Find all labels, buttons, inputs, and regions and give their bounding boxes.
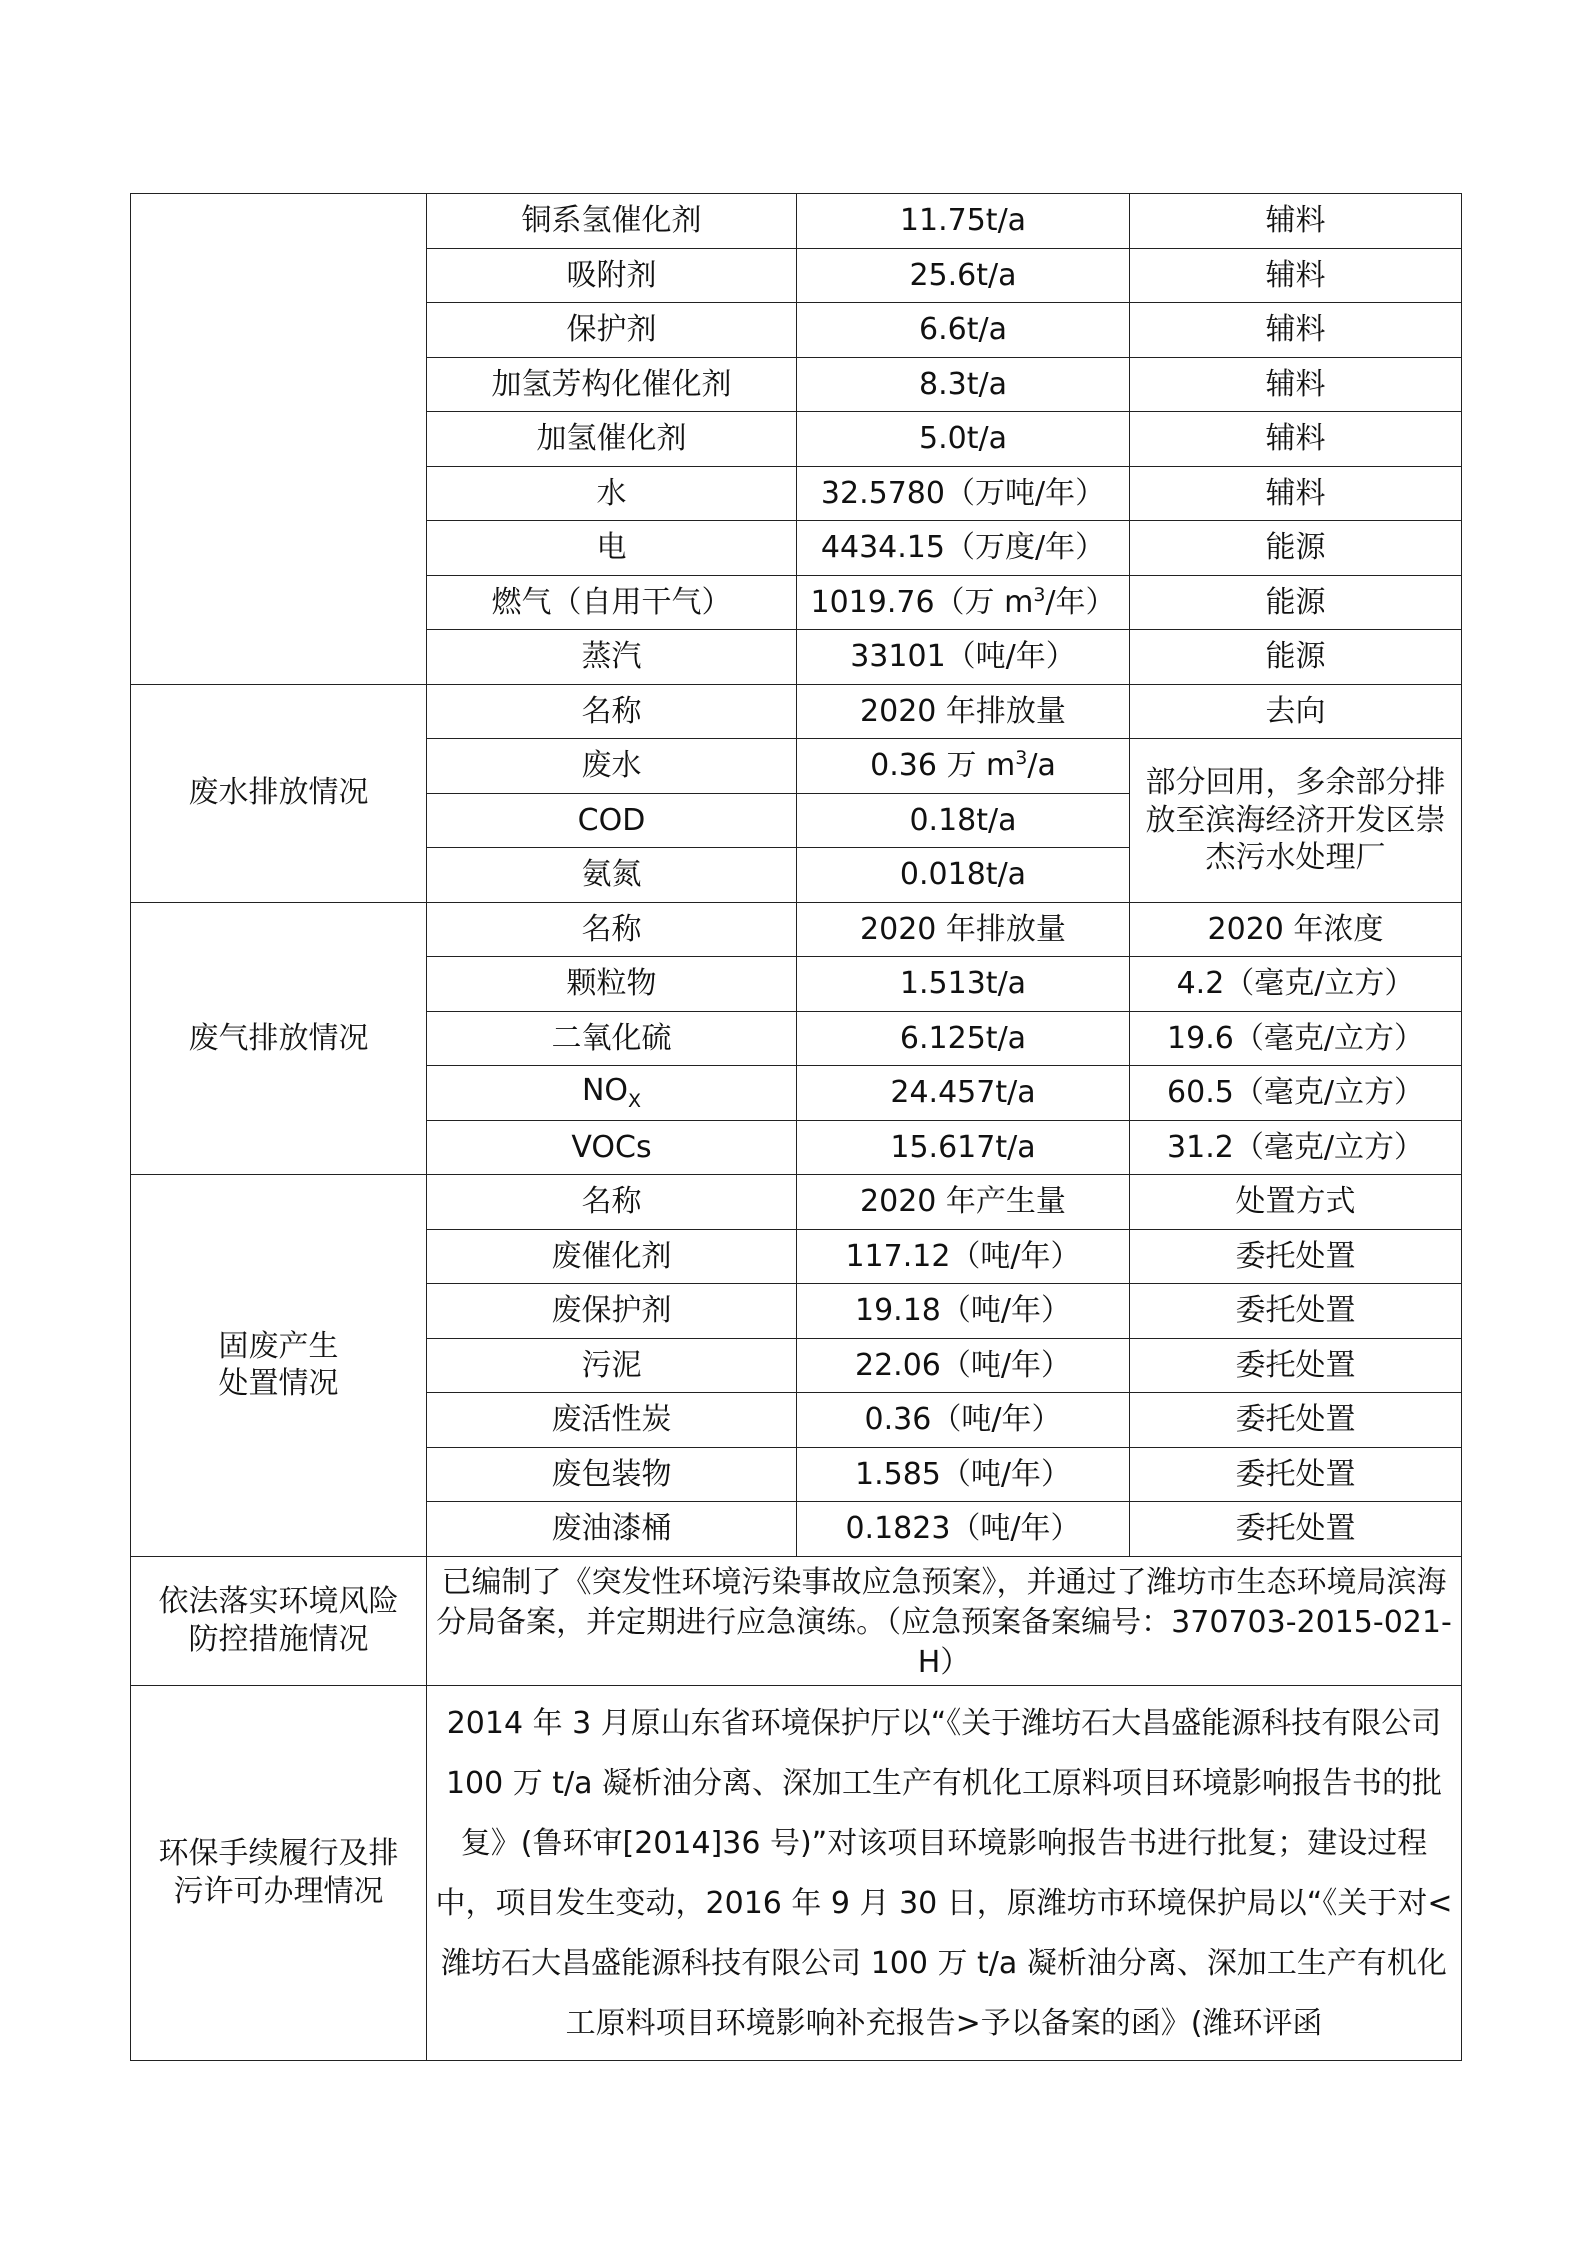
table-row [131,684,1462,739]
material-type: 辅料 [1130,303,1462,358]
header-method: 处置方式 [1130,1175,1462,1230]
exhaust-amount: 6.125t/a [797,1011,1130,1066]
table-row [131,1685,1462,2060]
header-amount: 2020 年排放量 [797,684,1130,739]
header-name: 名称 [427,1175,797,1230]
material-amount: 4434.15（万度/年） [797,521,1130,576]
permit-category: 环保手续履行及排 污许可办理情况 [131,1685,427,2060]
table-row [131,1556,1462,1685]
table-row [131,1175,1462,1230]
environmental-info-table [130,193,1462,2061]
waste-name: 废催化剂 [427,1229,797,1284]
waste-amount: 1.585（吨/年） [797,1447,1130,1502]
material-amount: 6.6t/a [797,303,1130,358]
material-name: 铜系氢催化剂 [427,194,797,249]
exhaust-name: 颗粒物 [427,957,797,1012]
waste-method: 委托处置 [1130,1284,1462,1339]
permit-description: 2014 年 3 月原山东省环境保护厅以“《关于潍坊石大昌盛能源科技有限公司 100 万 t/a 凝析油分离、深加工生产有机化工原料项目环境影响报告书的批复》(鲁环审[2014]36 号)”对该项目环境影响报告书进行批复；建设过程中，项目发生变动，2016 年 9 月 30 日，原潍坊市环境保护局以“《关于对<潍坊石大昌盛能源科技有限公司 100 万 t/a 凝析油分离、深加工生产有机化工原料项目环境影响补充报告>予以备案的函》(潍环评函 [427,1685,1462,2060]
exhaust-concentration: 4.2（毫克/立方） [1130,957,1462,1012]
header-amount: 2020 年产生量 [797,1175,1130,1230]
solid-waste-category: 固废产生 处置情况 [131,1175,427,1557]
exhaust-amount: 1.513t/a [797,957,1130,1012]
wastewater-amount: 0.018t/a [797,848,1130,903]
wastewater-destination: 部分回用，多余部分排放至滨海经济开发区崇杰污水处理厂 [1130,739,1462,903]
material-name: 吸附剂 [427,248,797,303]
exhaust-name: $NO_X$ [427,1066,797,1121]
table-row [131,194,1462,249]
waste-amount: 117.12（吨/年） [797,1229,1130,1284]
waste-name: 废保护剂 [427,1284,797,1339]
material-name: 蒸汽 [427,630,797,685]
risk-description: 已编制了《突发性环境污染事故应急预案》，并通过了潍坊市生态环境局滨海分局备案，并定期进行应急演练。（应急预案备案编号：370703-2015-021-H） [427,1556,1462,1685]
wastewater-category: 废水排放情况 [131,684,427,902]
risk-category: 依法落实环境风险 防控措施情况 [131,1556,427,1685]
material-name: 燃气（自用干气） [427,575,797,630]
wastewater-amount: 0.18t/a [797,793,1130,848]
material-type: 辅料 [1130,466,1462,521]
material-name: 加氢催化剂 [427,412,797,467]
waste-name: 废活性炭 [427,1393,797,1448]
material-type: 辅料 [1130,357,1462,412]
waste-method: 委托处置 [1130,1447,1462,1502]
material-type: 能源 [1130,521,1462,576]
wastewater-name: COD [427,793,797,848]
exhaust-amount: 24.457t/a [797,1066,1130,1121]
material-name: 加氢芳构化催化剂 [427,357,797,412]
header-destination: 去向 [1130,684,1462,739]
exhaust-concentration: 19.6（毫克/立方） [1130,1011,1462,1066]
material-type: 能源 [1130,575,1462,630]
material-type: 辅料 [1130,412,1462,467]
wastewater-name: 氨氮 [427,848,797,903]
waste-amount: 22.06（吨/年） [797,1338,1130,1393]
material-name: 水 [427,466,797,521]
material-name: 电 [427,521,797,576]
material-name: 保护剂 [427,303,797,358]
wastewater-name: 废水 [427,739,797,794]
waste-method: 委托处置 [1130,1502,1462,1557]
material-amount: 32.5780（万吨/年） [797,466,1130,521]
waste-amount: 19.18（吨/年） [797,1284,1130,1339]
waste-name: 废包装物 [427,1447,797,1502]
material-type: 能源 [1130,630,1462,685]
material-type: 辅料 [1130,194,1462,249]
waste-name: 废油漆桶 [427,1502,797,1557]
material-amount: 5.0t/a [797,412,1130,467]
header-concentration: 2020 年浓度 [1130,902,1462,957]
waste-method: 委托处置 [1130,1229,1462,1284]
exhaust-category: 废气排放情况 [131,902,427,1175]
waste-amount: 0.1823（吨/年） [797,1502,1130,1557]
material-amount: 1019.76（万 $m^3/$年） [797,575,1130,630]
wastewater-amount: 0.36 万 $m^3/a$ [797,739,1130,794]
material-amount: 8.3t/a [797,357,1130,412]
materials-category-cell [131,194,427,685]
exhaust-concentration: 60.5（毫克/立方） [1130,1066,1462,1121]
material-amount: 11.75t/a [797,194,1130,249]
material-type: 辅料 [1130,248,1462,303]
exhaust-name: 二氧化硫 [427,1011,797,1066]
waste-method: 委托处置 [1130,1393,1462,1448]
header-name: 名称 [427,684,797,739]
waste-amount: 0.36（吨/年） [797,1393,1130,1448]
exhaust-amount: 15.617t/a [797,1120,1130,1175]
exhaust-name: VOCs [427,1120,797,1175]
material-amount: 25.6t/a [797,248,1130,303]
exhaust-concentration: 31.2（毫克/立方） [1130,1120,1462,1175]
waste-name: 污泥 [427,1338,797,1393]
table-row [131,902,1462,957]
material-amount: 33101（吨/年） [797,630,1130,685]
header-name: 名称 [427,902,797,957]
header-amount: 2020 年排放量 [797,902,1130,957]
waste-method: 委托处置 [1130,1338,1462,1393]
